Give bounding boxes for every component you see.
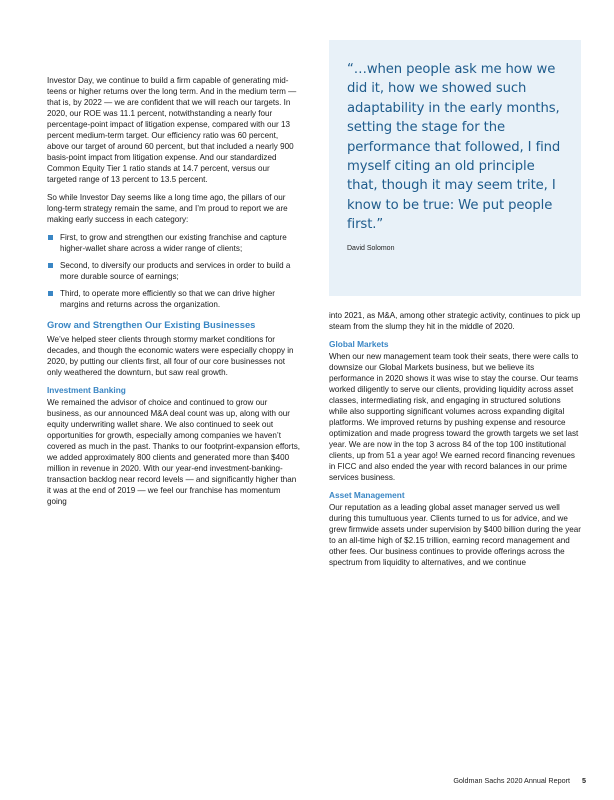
subsection-heading: Global Markets: [329, 339, 389, 349]
paragraph: We remained the advisor of choice and continued to grow our business, as our announced M&A deal count was up, along with our equity underwriting wallet share. We also continued to seek out opportunities for growth, especially among companies we haven’t covered as much in the past. Thanks to our footprint-expansion efforts, we added approximately 800 clients and generated more than $400 million in revenue in 2020. With our year-end investment-banking-transaction backlog near record levels — and significantly higher than it was at the end of 2019 — we feel our franchise has momentum going: [47, 398, 300, 506]
pull-quote-box: [329, 40, 581, 296]
paragraph: Our reputation as a leading global asset manager served us well during this tumultuous year. Clients turned to us for advice, and we grew firmwide assets under supervision by $400 billion during the year to an all-time high of $2.15 trillion, earning record management and other fees. Our business continues to provide offerings across the spectrum from liquidity to alternatives, and we continue: [329, 503, 581, 567]
right-column: [329, 310, 581, 575]
page-footer: [453, 776, 586, 785]
section-heading: Grow and Strengthen Our Existing Businesses: [47, 319, 256, 330]
footer-report-title: Goldman Sachs 2020 Annual Report: [453, 776, 570, 785]
paragraph: Investor Day, we continue to build a firm capable of generating mid-teens or higher returns over the long term. And in the medium term — that is, by 2022 — we are confident that we will reach our targets. In 2020, our ROE was 11.1 percent, notwithstanding a nearly four percentage-point impact of litigation expense, compared with our 13 percent medium-term target. Our efficiency ratio was 60 percent, above our target of around 60 percent, but that included a nearly 900 basis-point impact from litigation expense. And our standardized Common Equity Tier 1 ratio stands at 14.7 percent, versus our targeted range of 13 percent to 13.5 percent.: [47, 76, 297, 184]
left-column: [47, 75, 300, 514]
bullet-item: First, to grow and strengthen our existing franchise and capture higher-wallet share across a wider range of clients;: [47, 232, 300, 254]
bullet-item: Third, to operate more efficiently so that we can drive higher margins and returns across the organization.: [47, 288, 300, 310]
paragraph: When our new management team took their seats, there were calls to downsize our Global Markets business, but we believe its performance in 2020 shows it was wise to stay the course. Our teams worked diligently to serve our clients, providing liquidity across asset classes, intermediating risk, and engaging in structured solutions while also supporting significant volumes across expanding digital platforms. We improved returns by pushing expense and resource optimization and made progress toward the growth targets we set last year. We are now in the top 3 across 84 of the top 100 institutional clients, up from 51 a year ago! We earned record financing revenues in FICC and also ended the year with record balances in our prime services business.: [329, 352, 579, 482]
bullet-list: [47, 232, 300, 310]
pull-quote-text: “…when people ask me how we did it, how we showed such adaptability in the early months, setting the stage for the performance that followed, I find myself citing an old principle that, though it may seem trite, I know to be true: We put people first.”: [347, 62, 561, 233]
subsection-heading: Asset Management: [329, 490, 405, 500]
page-number: 5: [582, 776, 586, 785]
paragraph: So while Investor Day seems like a long time ago, the pillars of our long-term strategy remain the same, and I’m proud to report we are making early success in each category:: [47, 193, 288, 224]
paragraph: We’ve helped steer clients through stormy market conditions for decades, and though the economic waters were especially choppy in 2020, by putting our clients first, all four of our core businesses not only weathered the downturn, but saw real growth.: [47, 335, 294, 377]
bullet-item: Second, to diversify our products and services in order to build a more durable source of earnings;: [47, 260, 300, 282]
subsection-heading: Investment Banking: [47, 385, 126, 395]
pull-quote-author: David Solomon: [347, 244, 395, 252]
paragraph: into 2021, as M&A, among other strategic activity, continues to pick up steam from the slump they hit in the middle of 2020.: [329, 311, 581, 331]
